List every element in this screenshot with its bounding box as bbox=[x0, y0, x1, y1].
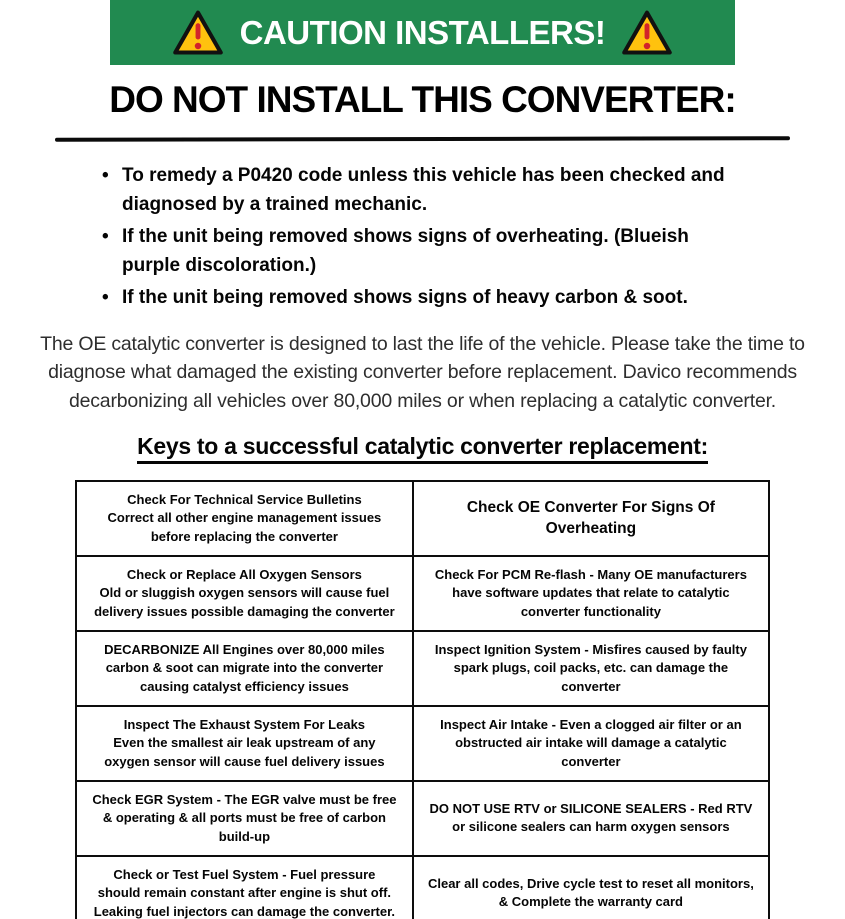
table-cell: Inspect The Exhaust System For Leaks Even the smallest air leak upstream of any oxygen sensor will cause fuel delivery issues bbox=[76, 706, 413, 781]
table-cell: Check EGR System - The EGR valve must be free & operating & all ports must be free of carbon build-up bbox=[76, 781, 413, 856]
table-cell: DO NOT USE RTV or SILICONE SEALERS - Red RTV or silicone sealers can harm oxygen sensors bbox=[413, 781, 769, 856]
table-cell: DECARBONIZE All Engines over 80,000 miles carbon & soot can migrate into the converter causing catalyst efficiency issues bbox=[76, 631, 413, 706]
table-cell: Check For PCM Re-flash - Many OE manufacturers have software updates that relate to catalytic converter functionality bbox=[413, 556, 769, 631]
warning-triangle-icon bbox=[172, 9, 224, 57]
bullet-item: • If the unit being removed shows signs of overheating. (Blueish purple discoloration.) bbox=[100, 222, 740, 281]
divider-line bbox=[55, 136, 790, 142]
table-cell: Inspect Air Intake - Even a clogged air filter or an obstructed air intake will damage a catalytic converter bbox=[413, 706, 769, 781]
table-row bbox=[76, 781, 769, 856]
keys-heading: Keys to a successful catalytic converter replacement: bbox=[137, 433, 708, 464]
intro-paragraph: The OE catalytic converter is designed to last the life of the vehicle. Please take the time to diagnose what damaged the existing converter before replacement. Davico recommends decarbonizing all vehicles over 80,000 miles or when replacing a catalytic converter. bbox=[40, 333, 805, 412]
caution-banner bbox=[110, 0, 735, 65]
table-cell: Check OE Converter For Signs Of Overheating bbox=[413, 481, 769, 556]
bullet-item: • If the unit being removed shows signs of heavy carbon & soot. bbox=[100, 283, 740, 312]
table-cell: Check or Test Fuel System - Fuel pressure should remain constant after engine is shut off. Leaking fuel injectors can damage the converter. bbox=[76, 856, 413, 919]
page-title: DO NOT INSTALL THIS CONVERTER: bbox=[109, 79, 736, 120]
table-row bbox=[76, 481, 769, 556]
bullet-item: • To remedy a P0420 code unless this vehicle has been checked and diagnosed by a trained mechanic. bbox=[100, 161, 740, 220]
banner-title: CAUTION INSTALLERS! bbox=[239, 13, 606, 51]
keys-table bbox=[75, 480, 770, 919]
warning-bullet-list bbox=[100, 161, 740, 312]
table-row bbox=[76, 706, 769, 781]
table-cell: Clear all codes, Drive cycle test to reset all monitors, & Complete the warranty card bbox=[413, 856, 769, 919]
warning-triangle-icon bbox=[621, 9, 673, 57]
table-row bbox=[76, 856, 769, 919]
table-row bbox=[76, 556, 769, 631]
table-cell: Check or Replace All Oxygen Sensors Old or sluggish oxygen sensors will cause fuel delivery issues possible damaging the converter bbox=[76, 556, 413, 631]
table-cell: Check For Technical Service Bulletins Correct all other engine management issues before replacing the converter bbox=[76, 481, 413, 556]
table-row bbox=[76, 631, 769, 706]
table-cell: Inspect Ignition System - Misfires caused by faulty spark plugs, coil packs, etc. can damage the converter bbox=[413, 631, 769, 706]
